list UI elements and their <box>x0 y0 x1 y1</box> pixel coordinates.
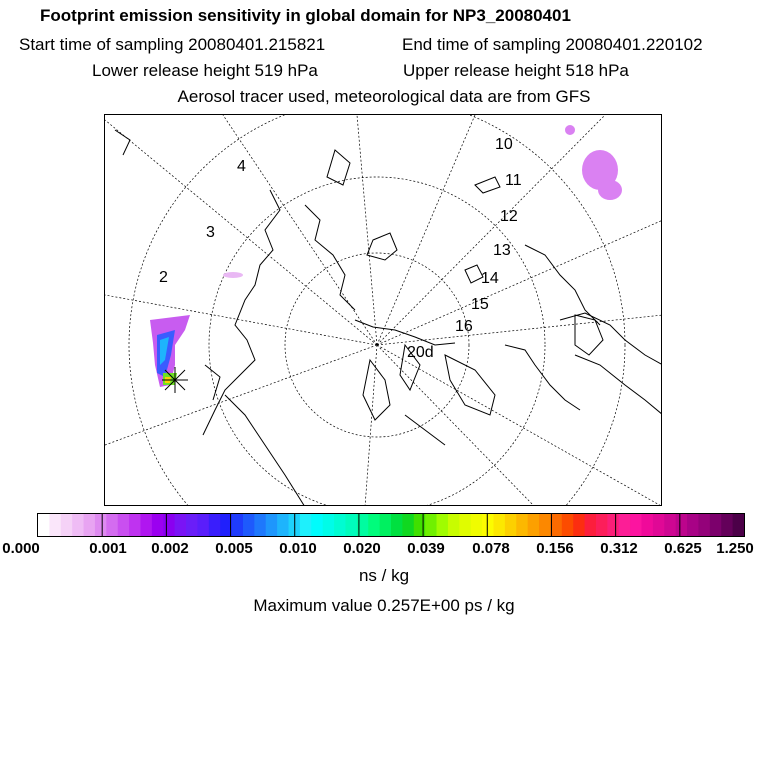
colorbar-cell <box>425 514 437 536</box>
day-label-12: 12 <box>500 208 518 225</box>
colorbar-cell <box>175 514 187 536</box>
colorbar-cell <box>106 514 118 536</box>
colorbar-tick-8: 0.156 <box>536 540 574 557</box>
colorbar-cells <box>38 514 745 536</box>
colorbar-cell <box>254 514 266 536</box>
colorbar-cell <box>345 514 357 536</box>
colorbar-cell <box>186 514 198 536</box>
plot-title: Footprint emission sensitivity in global domain for NP3_20080401 <box>40 6 571 25</box>
colorbar-cell <box>687 514 699 536</box>
colorbar-cell <box>61 514 73 536</box>
colorbar-cell <box>334 514 346 536</box>
colorbar-cell <box>607 514 619 536</box>
colorbar-cell <box>448 514 460 536</box>
colorbar-tick-1: 0.001 <box>89 540 127 557</box>
day-label-20d: 20d <box>407 344 434 361</box>
colorbar-cell <box>118 514 130 536</box>
colorbar-cell <box>197 514 209 536</box>
colorbar-cell <box>232 514 244 536</box>
colorbar-tick-5: 0.020 <box>343 540 381 557</box>
colorbar-cell <box>539 514 551 536</box>
colorbar-cell <box>585 514 597 536</box>
tracer-info: Aerosol tracer used, meteorological data are from GFS <box>177 87 591 106</box>
colorbar-cell <box>505 514 517 536</box>
colorbar-cell <box>368 514 380 536</box>
colorbar-cell <box>493 514 505 536</box>
maximum-value: Maximum value 0.257E+00 ps / kg <box>253 596 515 615</box>
colorbar-cell <box>676 514 688 536</box>
colorbar-cell <box>471 514 483 536</box>
colorbar-cell <box>300 514 312 536</box>
colorbar-tick-2: 0.002 <box>151 540 189 557</box>
colorbar-cell <box>95 514 107 536</box>
colorbar-cell <box>49 514 61 536</box>
start-time: Start time of sampling 20080401.215821 <box>19 35 326 54</box>
day-label-2: 2 <box>159 269 168 286</box>
end-time: End time of sampling 20080401.220102 <box>402 35 703 54</box>
colorbar-cell <box>550 514 562 536</box>
plume-far <box>565 125 622 200</box>
colorbar-tick-0: 0.000 <box>2 540 40 557</box>
day-label-3: 3 <box>206 224 215 241</box>
day-label-14: 14 <box>481 270 499 287</box>
colorbar-cell <box>710 514 722 536</box>
colorbar-cell <box>391 514 403 536</box>
day-label-16: 16 <box>455 318 473 335</box>
colorbar-tick-11: 1.250 <box>716 540 754 557</box>
colorbar-cell <box>402 514 414 536</box>
colorbar-cell <box>573 514 585 536</box>
colorbar-cell <box>664 514 676 536</box>
colorbar-cell <box>311 514 323 536</box>
colorbar-cell <box>84 514 96 536</box>
colorbar-cell <box>528 514 540 536</box>
colorbar-cell <box>630 514 642 536</box>
day-label-4: 4 <box>237 158 246 175</box>
colorbar-cell <box>459 514 471 536</box>
colorbar-cell <box>323 514 335 536</box>
colorbar-tick-4: 0.010 <box>279 540 317 557</box>
colorbar-cell <box>163 514 175 536</box>
colorbar-cell <box>733 514 745 536</box>
colorbar-cell <box>482 514 494 536</box>
colorbar-cell <box>562 514 574 536</box>
colorbar-cell <box>129 514 141 536</box>
colorbar-cell <box>277 514 289 536</box>
latitude-circles <box>129 115 625 506</box>
day-label-13: 13 <box>493 242 511 259</box>
colorbar-unit: ns / kg <box>358 566 410 585</box>
day-label-11: 11 <box>505 172 522 189</box>
colorbar-tick-7: 0.078 <box>472 540 510 557</box>
day-labels <box>159 136 522 361</box>
release-marker <box>162 367 188 393</box>
meridian-lines <box>105 115 662 506</box>
day-label-15: 15 <box>471 296 489 313</box>
colorbar-tick-3: 0.005 <box>215 540 253 557</box>
colorbar-cell <box>619 514 631 536</box>
colorbar-cell <box>596 514 608 536</box>
colorbar-cell <box>140 514 152 536</box>
colorbar-tick-9: 0.312 <box>600 540 638 557</box>
colorbar-cell <box>642 514 654 536</box>
colorbar-cell <box>266 514 278 536</box>
lower-release-height: Lower release height 519 hPa <box>92 61 318 80</box>
colorbar-tick-10: 0.625 <box>664 540 702 557</box>
colorbar-cell <box>516 514 528 536</box>
colorbar-cell <box>437 514 449 536</box>
colorbar-cell <box>209 514 221 536</box>
colorbar-cell <box>698 514 710 536</box>
map-canvas <box>105 115 662 506</box>
colorbar-cell <box>38 514 50 536</box>
upper-release-height: Upper release height 518 hPa <box>403 61 629 80</box>
colorbar-cell <box>380 514 392 536</box>
colorbar-cell <box>243 514 255 536</box>
colorbar <box>37 513 745 537</box>
colorbar-cell <box>414 514 426 536</box>
day-label-10: 10 <box>495 136 513 153</box>
colorbar-cell <box>72 514 84 536</box>
plume-main <box>150 272 243 387</box>
colorbar-tick-6: 0.039 <box>407 540 445 557</box>
footprint-map <box>104 114 662 506</box>
colorbar-cell <box>152 514 164 536</box>
colorbar-cell <box>653 514 665 536</box>
colorbar-cell <box>721 514 733 536</box>
